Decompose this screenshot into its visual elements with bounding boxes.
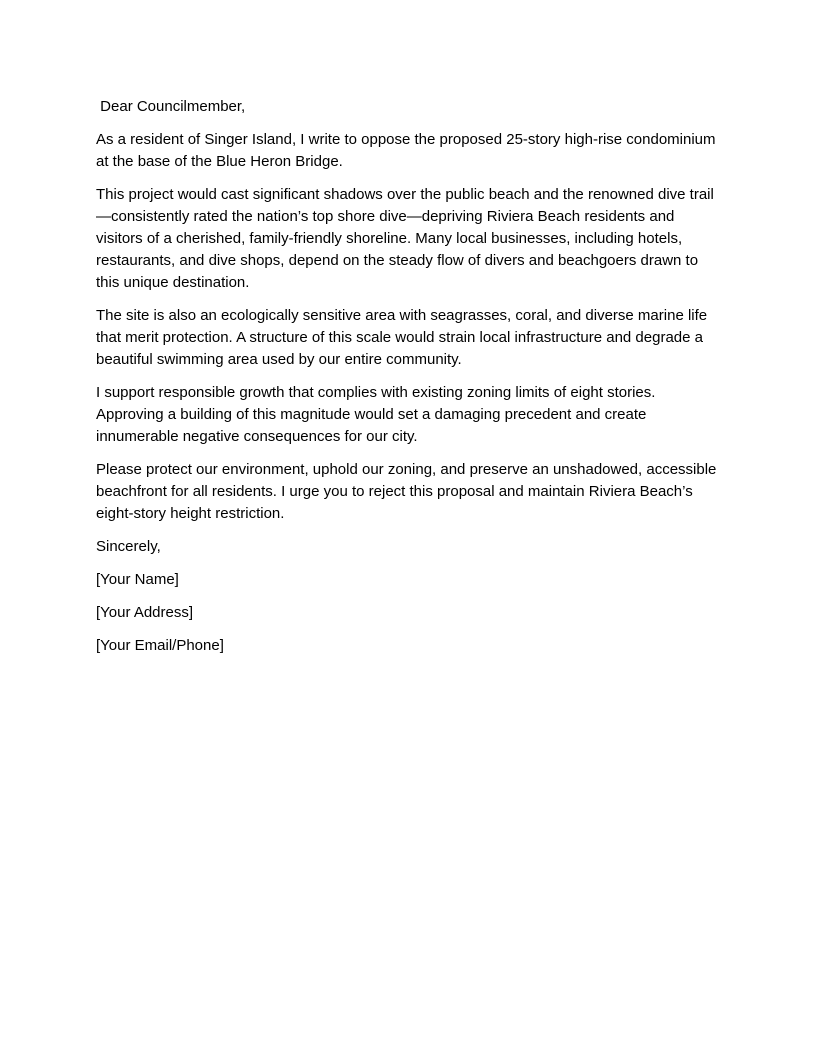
letter-paragraph: The site is also an ecologically sensitive area with seagrasses, coral, and diverse marine life that merit protection. A structure of this scale would strain local infrastructure and degrade a beautiful swimming area used by our entire community. <box>96 307 712 368</box>
letter-paragraph: This project would cast significant shadows over the public beach and the renowned dive trail—consistently rated the nation’s top shore dive—depriving Riviera Beach residents and visitors of a cherished, family-friendly shoreline. Many local businesses, including hotels, restaurants, and dive shops, depend on the steady flow of divers and beachgoers drawn to this unique destination. <box>96 186 714 291</box>
closing: Sincerely, <box>96 538 161 555</box>
salutation: Dear Councilmember, <box>96 98 246 115</box>
letter-paragraph: I support responsible growth that complies with existing zoning limits of eight stories. Approving a building of this magnitude would set a damaging precedent and create innumerable negative consequences for our city. <box>96 384 659 445</box>
signature-line-contact: [Your Email/Phone] <box>96 637 224 654</box>
letter-paragraph: Please protect our environment, uphold our zoning, and preserve an unshadowed, accessible beachfront for all residents. I urge you to reject this proposal and maintain Riviera Beach’s eight-story height restriction. <box>96 461 721 522</box>
letter-paragraph: As a resident of Singer Island, I write to oppose the proposed 25-story high-rise condominium at the base of the Blue Heron Bridge. <box>96 131 720 170</box>
signature-line-address: [Your Address] <box>96 604 194 621</box>
signature-line-name: [Your Name] <box>96 571 179 588</box>
